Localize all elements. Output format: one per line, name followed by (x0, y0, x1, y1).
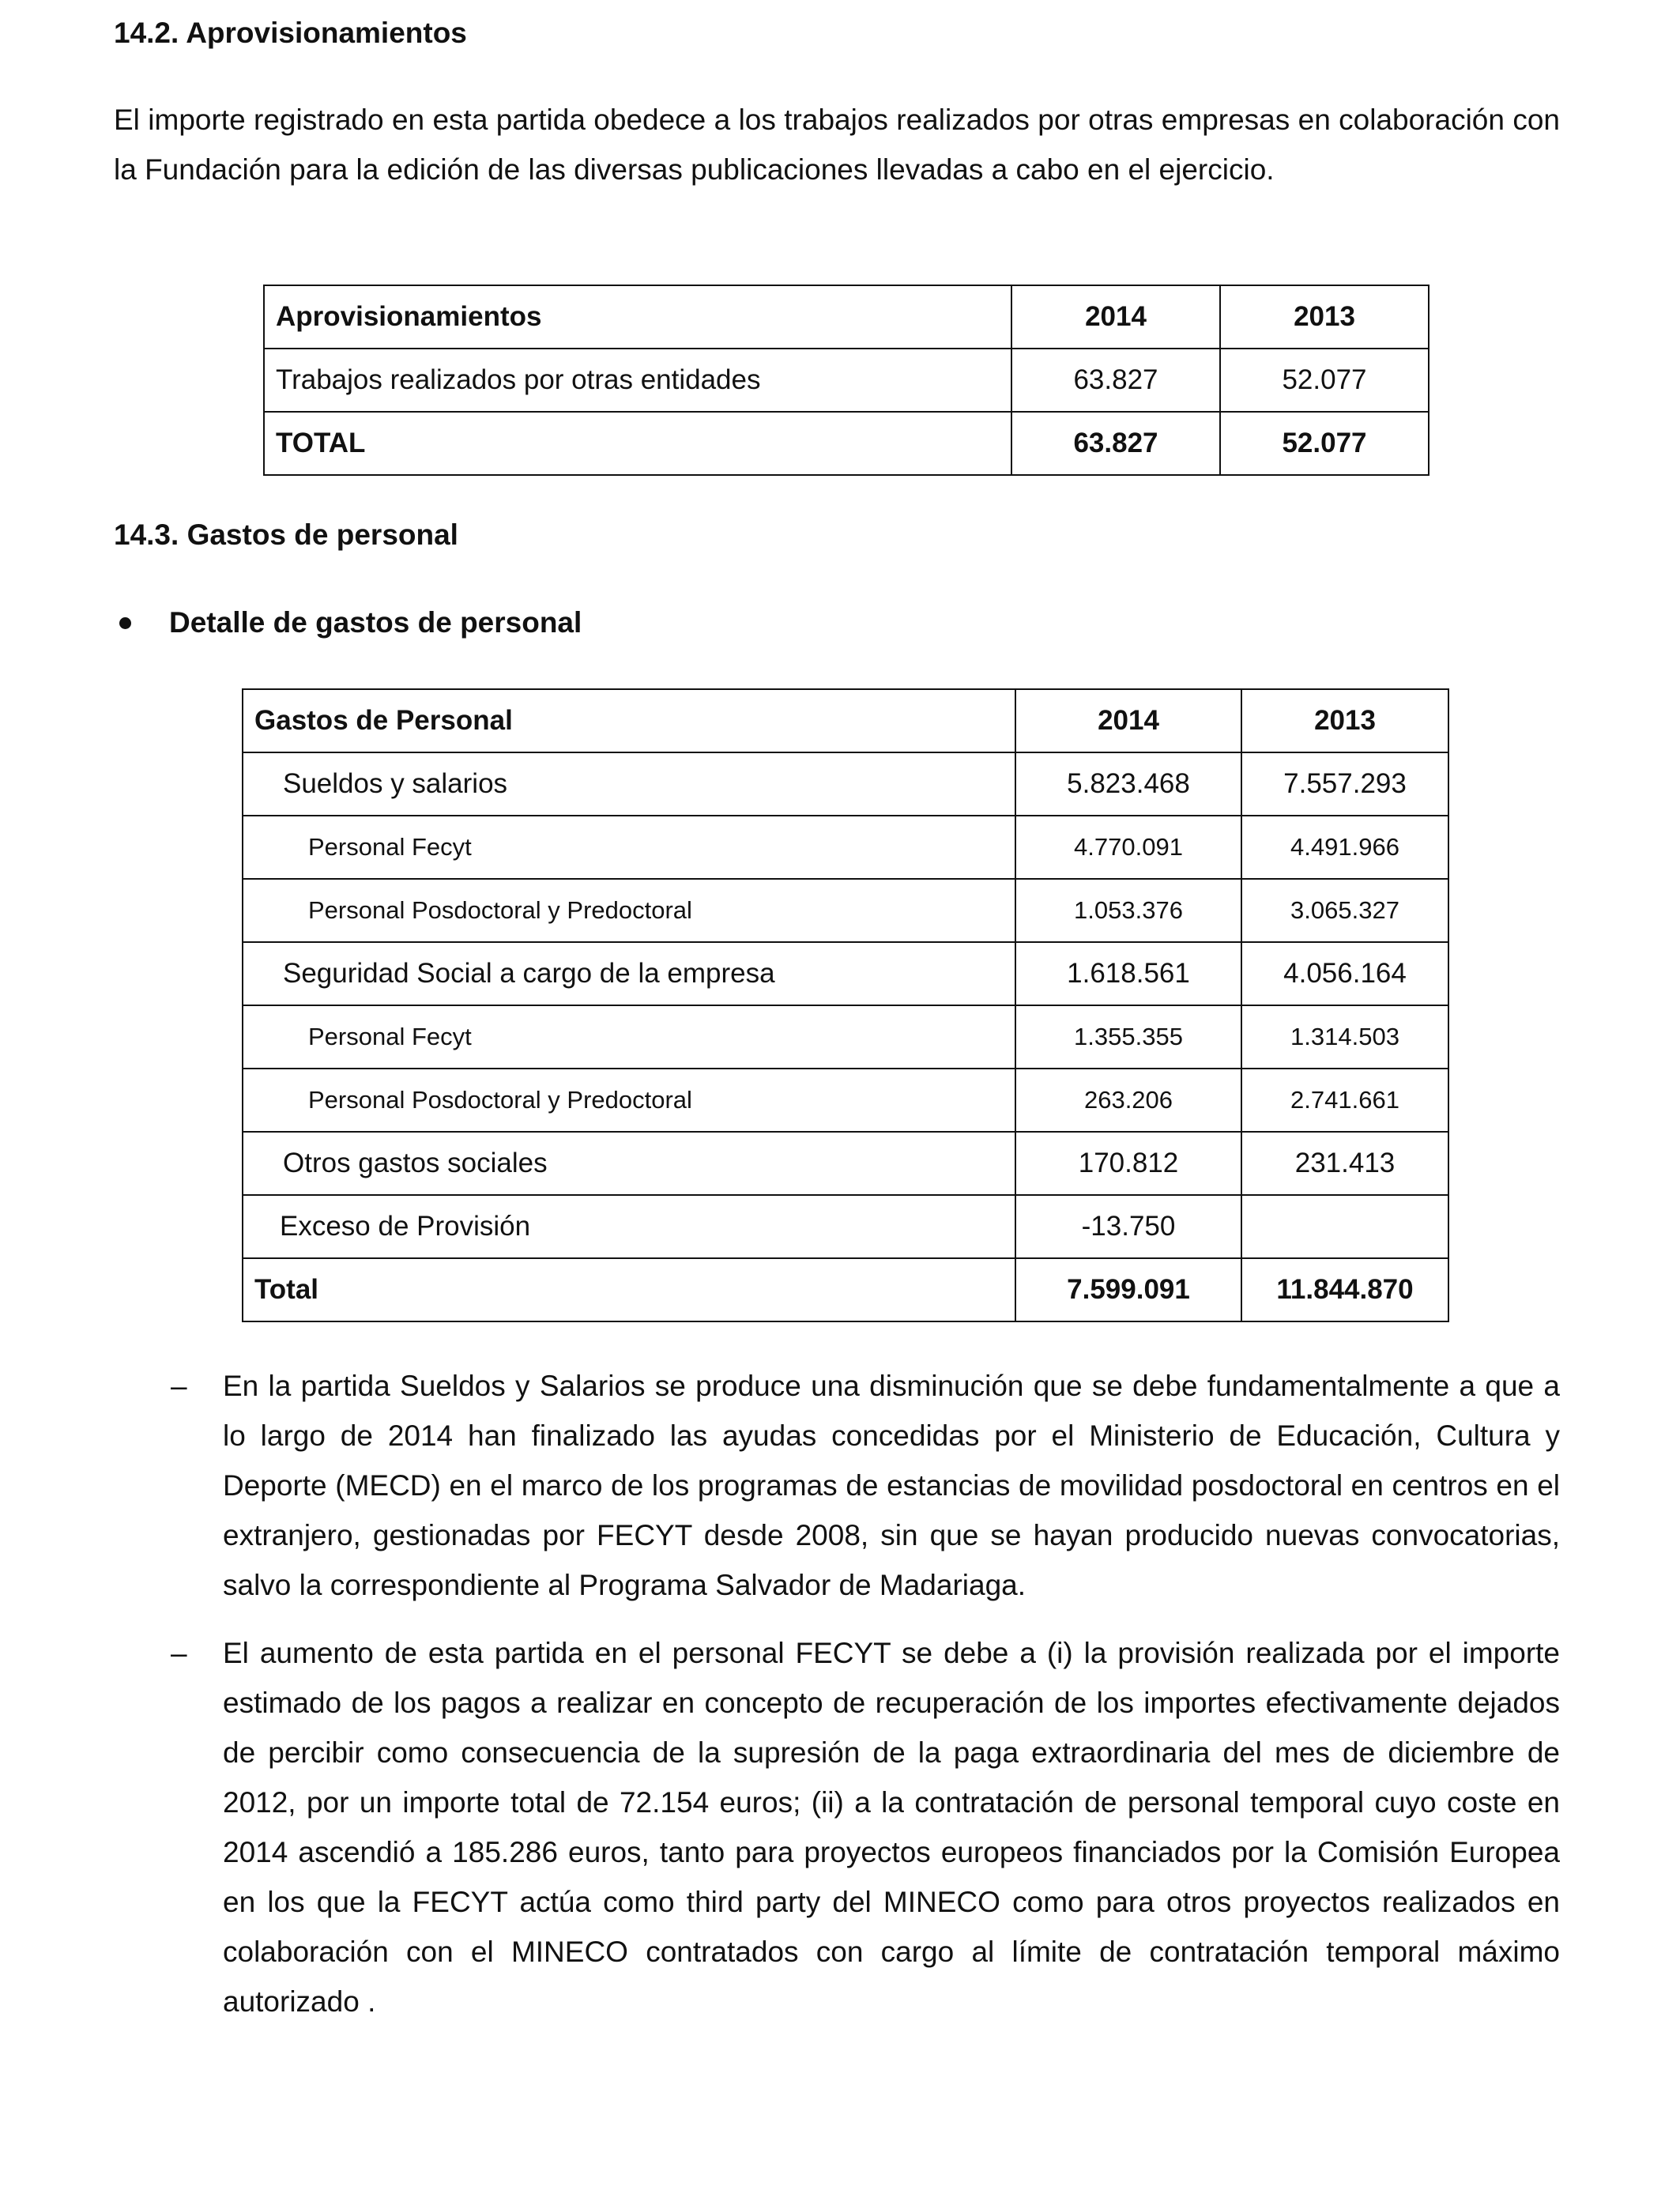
dash-marker: – (171, 1637, 187, 1669)
table-gastos-personal (242, 688, 1449, 1322)
table-row (243, 1005, 1448, 1069)
bullet-detalle-gastos (114, 603, 582, 643)
table-total-row (264, 412, 1429, 475)
table-cell: 2.741.661 (1241, 1069, 1448, 1132)
table-cell: -13.750 (1015, 1195, 1241, 1258)
bullet-label: Detalle de gastos de personal (169, 606, 582, 639)
table-cell: TOTAL (264, 412, 1011, 475)
table-header-cell: 2013 (1241, 689, 1448, 752)
table-row (243, 816, 1448, 879)
table-cell: Trabajos realizados por otras entidades (264, 349, 1011, 412)
table-cell: Personal Posdoctoral y Predoctoral (243, 1069, 1015, 1132)
table-cell: 1.355.355 (1015, 1005, 1241, 1069)
table-row (264, 349, 1429, 412)
table-row (243, 1195, 1448, 1258)
table-cell: 170.812 (1015, 1132, 1241, 1195)
table-cell: 5.823.468 (1015, 752, 1241, 816)
table-row (243, 1069, 1448, 1132)
bullet-dot-icon (119, 617, 131, 629)
table-cell: 52.077 (1220, 412, 1429, 475)
table-cell: 11.844.870 (1241, 1258, 1448, 1321)
table-total-row (243, 1258, 1448, 1321)
table-cell: 1.314.503 (1241, 1005, 1448, 1069)
table-row (243, 942, 1448, 1005)
table-cell: 1.053.376 (1015, 879, 1241, 942)
table-cell: 231.413 (1241, 1132, 1448, 1195)
table-row (243, 879, 1448, 942)
table-cell: 1.618.561 (1015, 942, 1241, 1005)
table-header-cell: Gastos de Personal (243, 689, 1015, 752)
table-cell: 52.077 (1220, 349, 1429, 412)
table-cell: Total (243, 1258, 1015, 1321)
table-cell: Seguridad Social a cargo de la empresa (243, 942, 1015, 1005)
dash-marker: – (171, 1370, 187, 1402)
note-sueldos-salarios: En la partida Sueldos y Salarios se produce una disminución que se debe fundamentalmente a que a lo largo de 2014 han finalizado las ayudas concedidas por el Ministerio de Educación, Cultura y Deporte (MECD) en el marco de los programas de estancias de movilidad posdoctoral en centros en el extranjero, gestionadas por FECYT desde 2008, sin que se hayan producido nuevas convocatorias, salvo la correspondiente al Programa Salvador de Madariaga. (223, 1370, 1560, 1601)
paragraph-aprovisionamientos: El importe registrado en esta partida obedece a los trabajos realizados por otras empresas en colaboración con la Fundación para la edición de las diversas publicaciones llevadas a cabo en el ejercicio. (114, 104, 1560, 186)
section-heading-gastos-personal: 14.3. Gastos de personal (114, 518, 458, 551)
table-row (243, 1132, 1448, 1195)
table-cell: 63.827 (1011, 349, 1220, 412)
table-cell: 4.770.091 (1015, 816, 1241, 879)
table-header-cell: Aprovisionamientos (264, 285, 1011, 349)
table-header-cell: 2013 (1220, 285, 1429, 349)
table-cell: 7.557.293 (1241, 752, 1448, 816)
table-aprovisionamientos (263, 285, 1430, 476)
table-cell: Personal Posdoctoral y Predoctoral (243, 879, 1015, 942)
table-cell: 3.065.327 (1241, 879, 1448, 942)
table-cell: Personal Fecyt (243, 816, 1015, 879)
table-cell: Exceso de Provisión (243, 1195, 1015, 1258)
table-header-row (243, 689, 1448, 752)
table-cell: 4.491.966 (1241, 816, 1448, 879)
table-cell: 63.827 (1011, 412, 1220, 475)
table-cell: 7.599.091 (1015, 1258, 1241, 1321)
table-cell: Sueldos y salarios (243, 752, 1015, 816)
table-header-cell: 2014 (1015, 689, 1241, 752)
section-heading-aprovisionamientos: 14.2. Aprovisionamientos (114, 17, 467, 49)
table-cell: 263.206 (1015, 1069, 1241, 1132)
table-row (243, 752, 1448, 816)
table-cell: Otros gastos sociales (243, 1132, 1015, 1195)
table-header-row (264, 285, 1429, 349)
table-header-cell: 2014 (1011, 285, 1220, 349)
table-cell: Personal Fecyt (243, 1005, 1015, 1069)
note-aumento-personal: El aumento de esta partida en el personal FECYT se debe a (i) la provisión realizada por el importe estimado de los pagos a realizar en concepto de recuperación de los importes efectivamente dejados de percibir como consecuencia de la supresión de la paga extraordinaria del mes de diciembre de 2012, por un importe total de 72.154 euros; (ii) a la contratación de personal temporal cuyo coste en 2014 ascendió a 185.286 euros, tanto para proyectos europeos financiados por la Comisión Europea en los que la FECYT actúa como third party del MINECO como para otros proyectos realizados en colaboración con el MINECO contratados con cargo al límite de contratación temporal máximo autorizado . (223, 1637, 1560, 2018)
table-cell (1241, 1195, 1448, 1258)
table-cell: 4.056.164 (1241, 942, 1448, 1005)
